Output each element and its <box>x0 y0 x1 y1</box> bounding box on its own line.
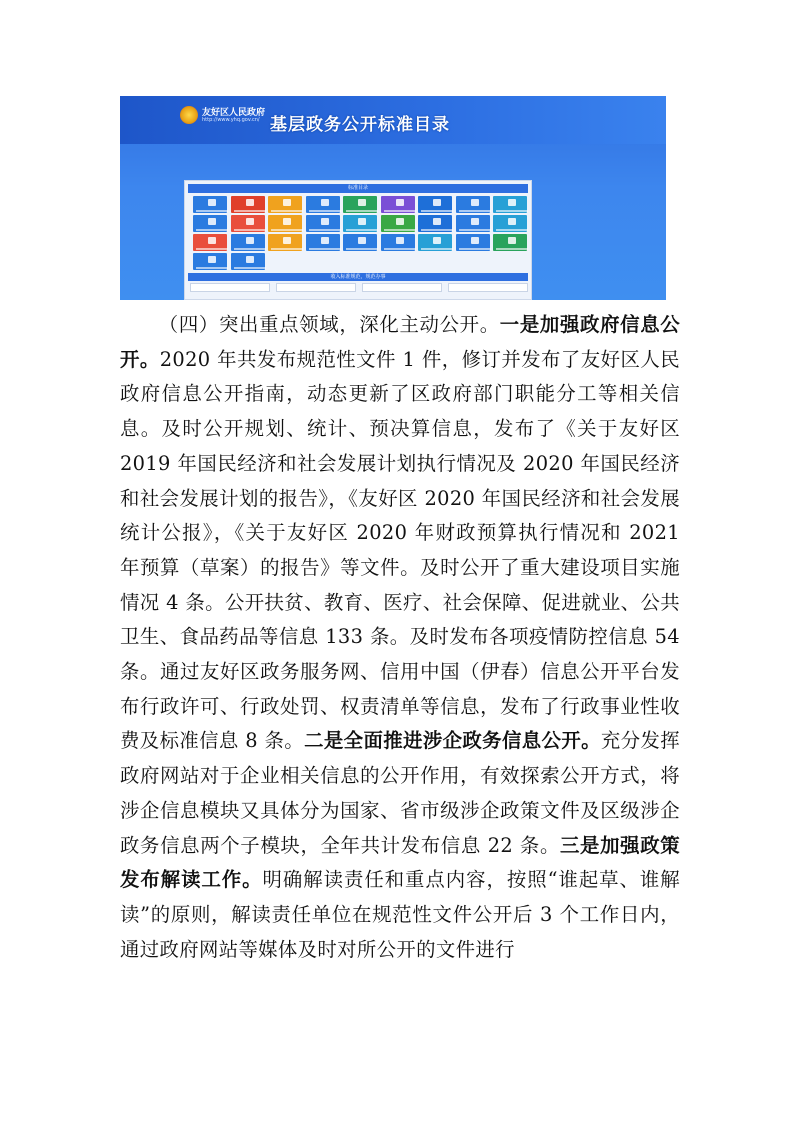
category-tile <box>193 215 227 232</box>
category-icon <box>508 218 516 225</box>
category-tile <box>493 215 527 232</box>
category-tile <box>418 196 452 213</box>
bold-heading-run: 一是加强政府信息公开。 <box>120 313 681 371</box>
text-run: 明确解读责任和重点内容，按照“谁起草、谁解读”的原则，解读责任单位在规范性文件公开后 3 个工作日内，通过政府网站等媒体及时对所公开的文件进行 <box>120 868 681 961</box>
tile-label <box>496 248 528 250</box>
tile-label <box>384 229 416 231</box>
category-icon <box>433 218 441 225</box>
category-tile <box>343 196 377 213</box>
category-icon <box>396 237 404 244</box>
category-tile <box>456 215 490 232</box>
tile-label <box>271 210 303 212</box>
category-tile <box>456 234 490 251</box>
tile-label <box>421 248 453 250</box>
category-icon <box>321 199 329 206</box>
website-screenshot-figure <box>120 96 666 300</box>
category-tile <box>381 234 415 251</box>
category-tile <box>381 215 415 232</box>
category-tile <box>193 196 227 213</box>
category-tile <box>193 234 227 251</box>
national-emblem-icon <box>180 106 198 124</box>
category-tile <box>493 234 527 251</box>
tile-label <box>496 229 528 231</box>
tile-label <box>421 210 453 212</box>
category-icon <box>208 218 216 225</box>
tile-label <box>309 210 341 212</box>
tile-label <box>421 229 453 231</box>
category-icon <box>321 218 329 225</box>
category-tile <box>343 234 377 251</box>
category-icon <box>471 218 479 225</box>
category-icon <box>283 237 291 244</box>
tile-label <box>234 229 266 231</box>
category-tile <box>418 234 452 251</box>
category-icon <box>508 199 516 206</box>
tile-label <box>459 248 491 250</box>
category-icon <box>471 199 479 206</box>
tile-label <box>271 229 303 231</box>
category-tile <box>306 234 340 251</box>
tile-label <box>346 248 378 250</box>
category-icon <box>283 218 291 225</box>
category-icon <box>433 237 441 244</box>
tile-label <box>496 210 528 212</box>
category-tile <box>343 215 377 232</box>
category-icon <box>358 218 366 225</box>
paragraph <box>120 308 680 967</box>
tile-label <box>234 210 266 212</box>
site-url: http://www.yhq.gov.cn/ <box>202 117 260 123</box>
category-icon <box>208 199 216 206</box>
tile-label <box>309 248 341 250</box>
category-icon <box>358 199 366 206</box>
tile-label <box>309 229 341 231</box>
category-tile <box>231 196 265 213</box>
search-box <box>276 283 356 292</box>
category-icon <box>396 218 404 225</box>
category-tile <box>193 253 227 270</box>
catalog-panel <box>184 180 532 300</box>
category-tile <box>493 196 527 213</box>
category-tile <box>306 196 340 213</box>
category-icon <box>246 237 254 244</box>
tile-label <box>271 248 303 250</box>
category-icon <box>471 237 479 244</box>
tile-label <box>459 229 491 231</box>
category-icon <box>283 199 291 206</box>
category-icon <box>246 199 254 206</box>
tile-label <box>346 229 378 231</box>
category-icon <box>358 237 366 244</box>
body-text <box>120 308 680 967</box>
category-icon <box>208 237 216 244</box>
tile-label <box>384 210 416 212</box>
category-icon <box>208 256 216 263</box>
category-icon <box>396 199 404 206</box>
text-run: 2020 年共发布规范性文件 1 件，修订并发布了友好区人民政府信息公开指南，动态更新了区政府部门职能分工等相关信息。及时公开规划、统计、预决算信息，发布了《关于友好区 2019 年国民经济和社会发展计划执行情况及 2020 年国民经济和社会发展计划的报告》，《友好区 2020 年国民经济和社会发展统计公报》，《关于友好区 2020 年财政预算执行情况和 2021 年预算（草案）的报告》等文件。及时公开了重大建设项目实施情况 4 条。公开扶贫、教育、医疗、社会保障、促进就业、公共卫生、食品药品等信息 133 条。及时发布各项疫情防控信息 54 条。通过友好区政务服务网、信用中国（伊春）信息公开平台发布行政许可、行政处罚、权责清单等信息，发布了行政事业性收费及标准信息 8 条。 <box>120 347 680 753</box>
figure-header <box>120 96 666 144</box>
category-icon <box>508 237 516 244</box>
category-tile <box>381 196 415 213</box>
category-tile <box>456 196 490 213</box>
category-tile <box>268 215 302 232</box>
bold-heading-run: 二是全面推进涉企政务信息公开。 <box>304 729 601 753</box>
tile-label <box>196 248 228 250</box>
tile-label <box>459 210 491 212</box>
tile-label <box>234 267 266 269</box>
category-tile <box>306 215 340 232</box>
tile-label <box>384 248 416 250</box>
tile-label <box>196 229 228 231</box>
category-icon <box>321 237 329 244</box>
tile-label <box>234 248 266 250</box>
category-tile <box>231 234 265 251</box>
tile-label <box>346 210 378 212</box>
tile-label <box>196 267 228 269</box>
category-icon <box>246 218 254 225</box>
category-tile <box>268 234 302 251</box>
panel-heading: 标准目录 <box>188 184 528 193</box>
tile-label <box>196 210 228 212</box>
category-tile <box>268 196 302 213</box>
search-box <box>362 283 442 292</box>
figure-title: 基层政务公开标准目录 <box>270 115 450 135</box>
bold-heading-run: 三是加强政策发布解读工作。 <box>120 833 680 892</box>
category-icon <box>433 199 441 206</box>
category-tile <box>231 253 265 270</box>
category-icon <box>246 256 254 263</box>
site-name: 友好区人民政府 <box>202 108 266 118</box>
text-run: （四）突出重点领域，深化主动公开。 <box>158 313 500 336</box>
search-row <box>188 283 528 293</box>
text-run: 充分发挥政府网站对于企业相关信息的公开作用，有效探索公开方式，将涉企信息模块又具体分为国家、省市级涉企政策文件及区级涉企政务信息两个子模块，全年共计发布信息 22 条。 <box>120 729 681 857</box>
search-box <box>190 283 270 292</box>
panel-heading-2: 收入标准规范，规范办事 <box>188 273 528 281</box>
category-tile <box>231 215 265 232</box>
figure-intro-text <box>190 152 610 182</box>
search-box <box>448 283 528 292</box>
category-tile <box>418 215 452 232</box>
